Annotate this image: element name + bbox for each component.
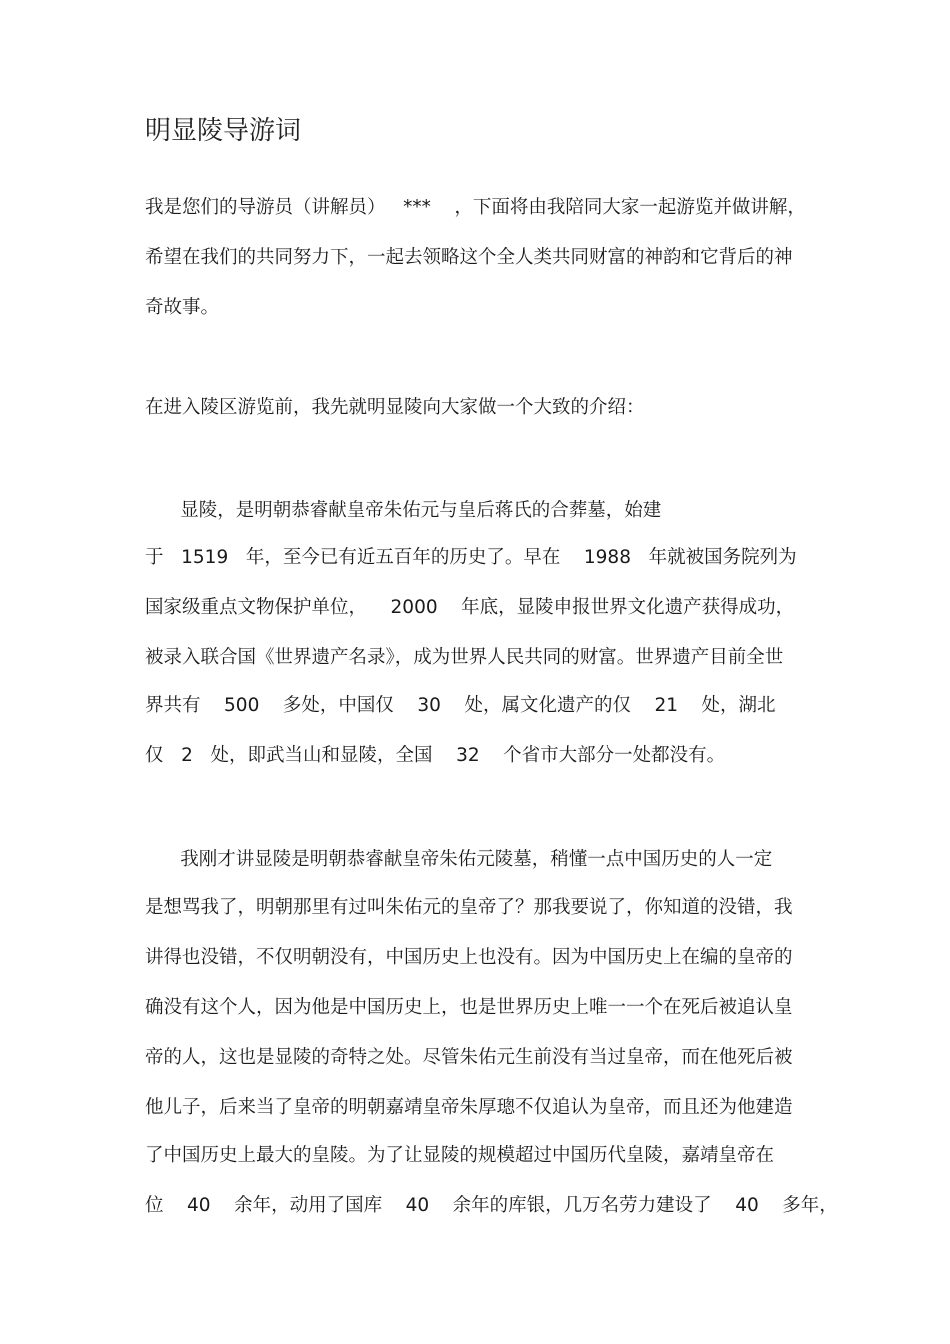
paragraph-4-line: 是想骂我了，明朝那里有过叫朱佑元的皇帝了？那我要说了，你知道的没错，我	[145, 897, 793, 918]
paragraph-3-line: 显陵，是明朝恭睿献皇帝朱佑元与皇后蒋氏的合葬墓，始建	[145, 500, 662, 521]
paragraph-4-line: 他儿子，后来当了皇帝的明朝嘉靖皇帝朱厚璁不仅追认为皇帝，而且还为他建造	[145, 1097, 793, 1118]
paragraph-1-line: 希望在我们的共同努力下，一起去领略这个全人类共同财富的神韵和它背后的神	[145, 247, 793, 268]
paragraph-1-line: 奇故事。	[145, 297, 220, 318]
paragraph-4-line: 帝的人，这也是显陵的奇特之处。尽管朱佑元生前没有当过皇帝，而在他死后被	[145, 1047, 793, 1068]
paragraph-4-line: 了中国历史上最大的皇陵。为了让显陵的规模超过中国历代皇陵，嘉靖皇帝在	[145, 1145, 775, 1166]
paragraph-3-line: 于 1519 年，至今已有近五百年的历史了。早在 1988 年就被国务院列为	[145, 547, 797, 568]
paragraph-2-line: 在进入陵区游览前，我先就明显陵向大家做一个大致的介绍：	[145, 397, 645, 418]
paragraph-4-line: 我刚才讲显陵是明朝恭睿献皇帝朱佑元陵墓，稍懂一点中国历史的人一定	[145, 849, 773, 870]
paragraph-4-line: 确没有这个人，因为他是中国历史上，也是世界历史上唯一一个在死后被追认皇	[145, 997, 793, 1018]
document-title: 明显陵导游词	[145, 116, 302, 146]
paragraph-1-line: 我是您们的导游员（讲解员） *** ，下面将由我陪同大家一起游览并做讲解，	[145, 197, 806, 218]
paragraph-3-line: 被录入联合国《世界遗产名录》，成为世界人民共同的财富。世界遗产目前全世	[145, 647, 784, 668]
paragraph-3-line: 仅 2 处，即武当山和显陵，全国 32 个省市大部分一处都没有。	[145, 745, 726, 766]
paragraph-3-line: 国家级重点文物保护单位， 2000 年底，显陵申报世界文化遗产获得成功，	[145, 597, 795, 618]
paragraph-4-line: 位 40 余年，动用了国库 40 余年的库银，几万名劳力建设了 40 多年，	[145, 1195, 838, 1216]
paragraph-4-line: 讲得也没错，不仅明朝没有，中国历史上也没有。因为中国历史上在编的皇帝的	[145, 947, 793, 968]
paragraph-3-line: 界共有 500 多处，中国仅 30 处，属文化遗产的仅 21 处，湖北	[145, 695, 776, 716]
